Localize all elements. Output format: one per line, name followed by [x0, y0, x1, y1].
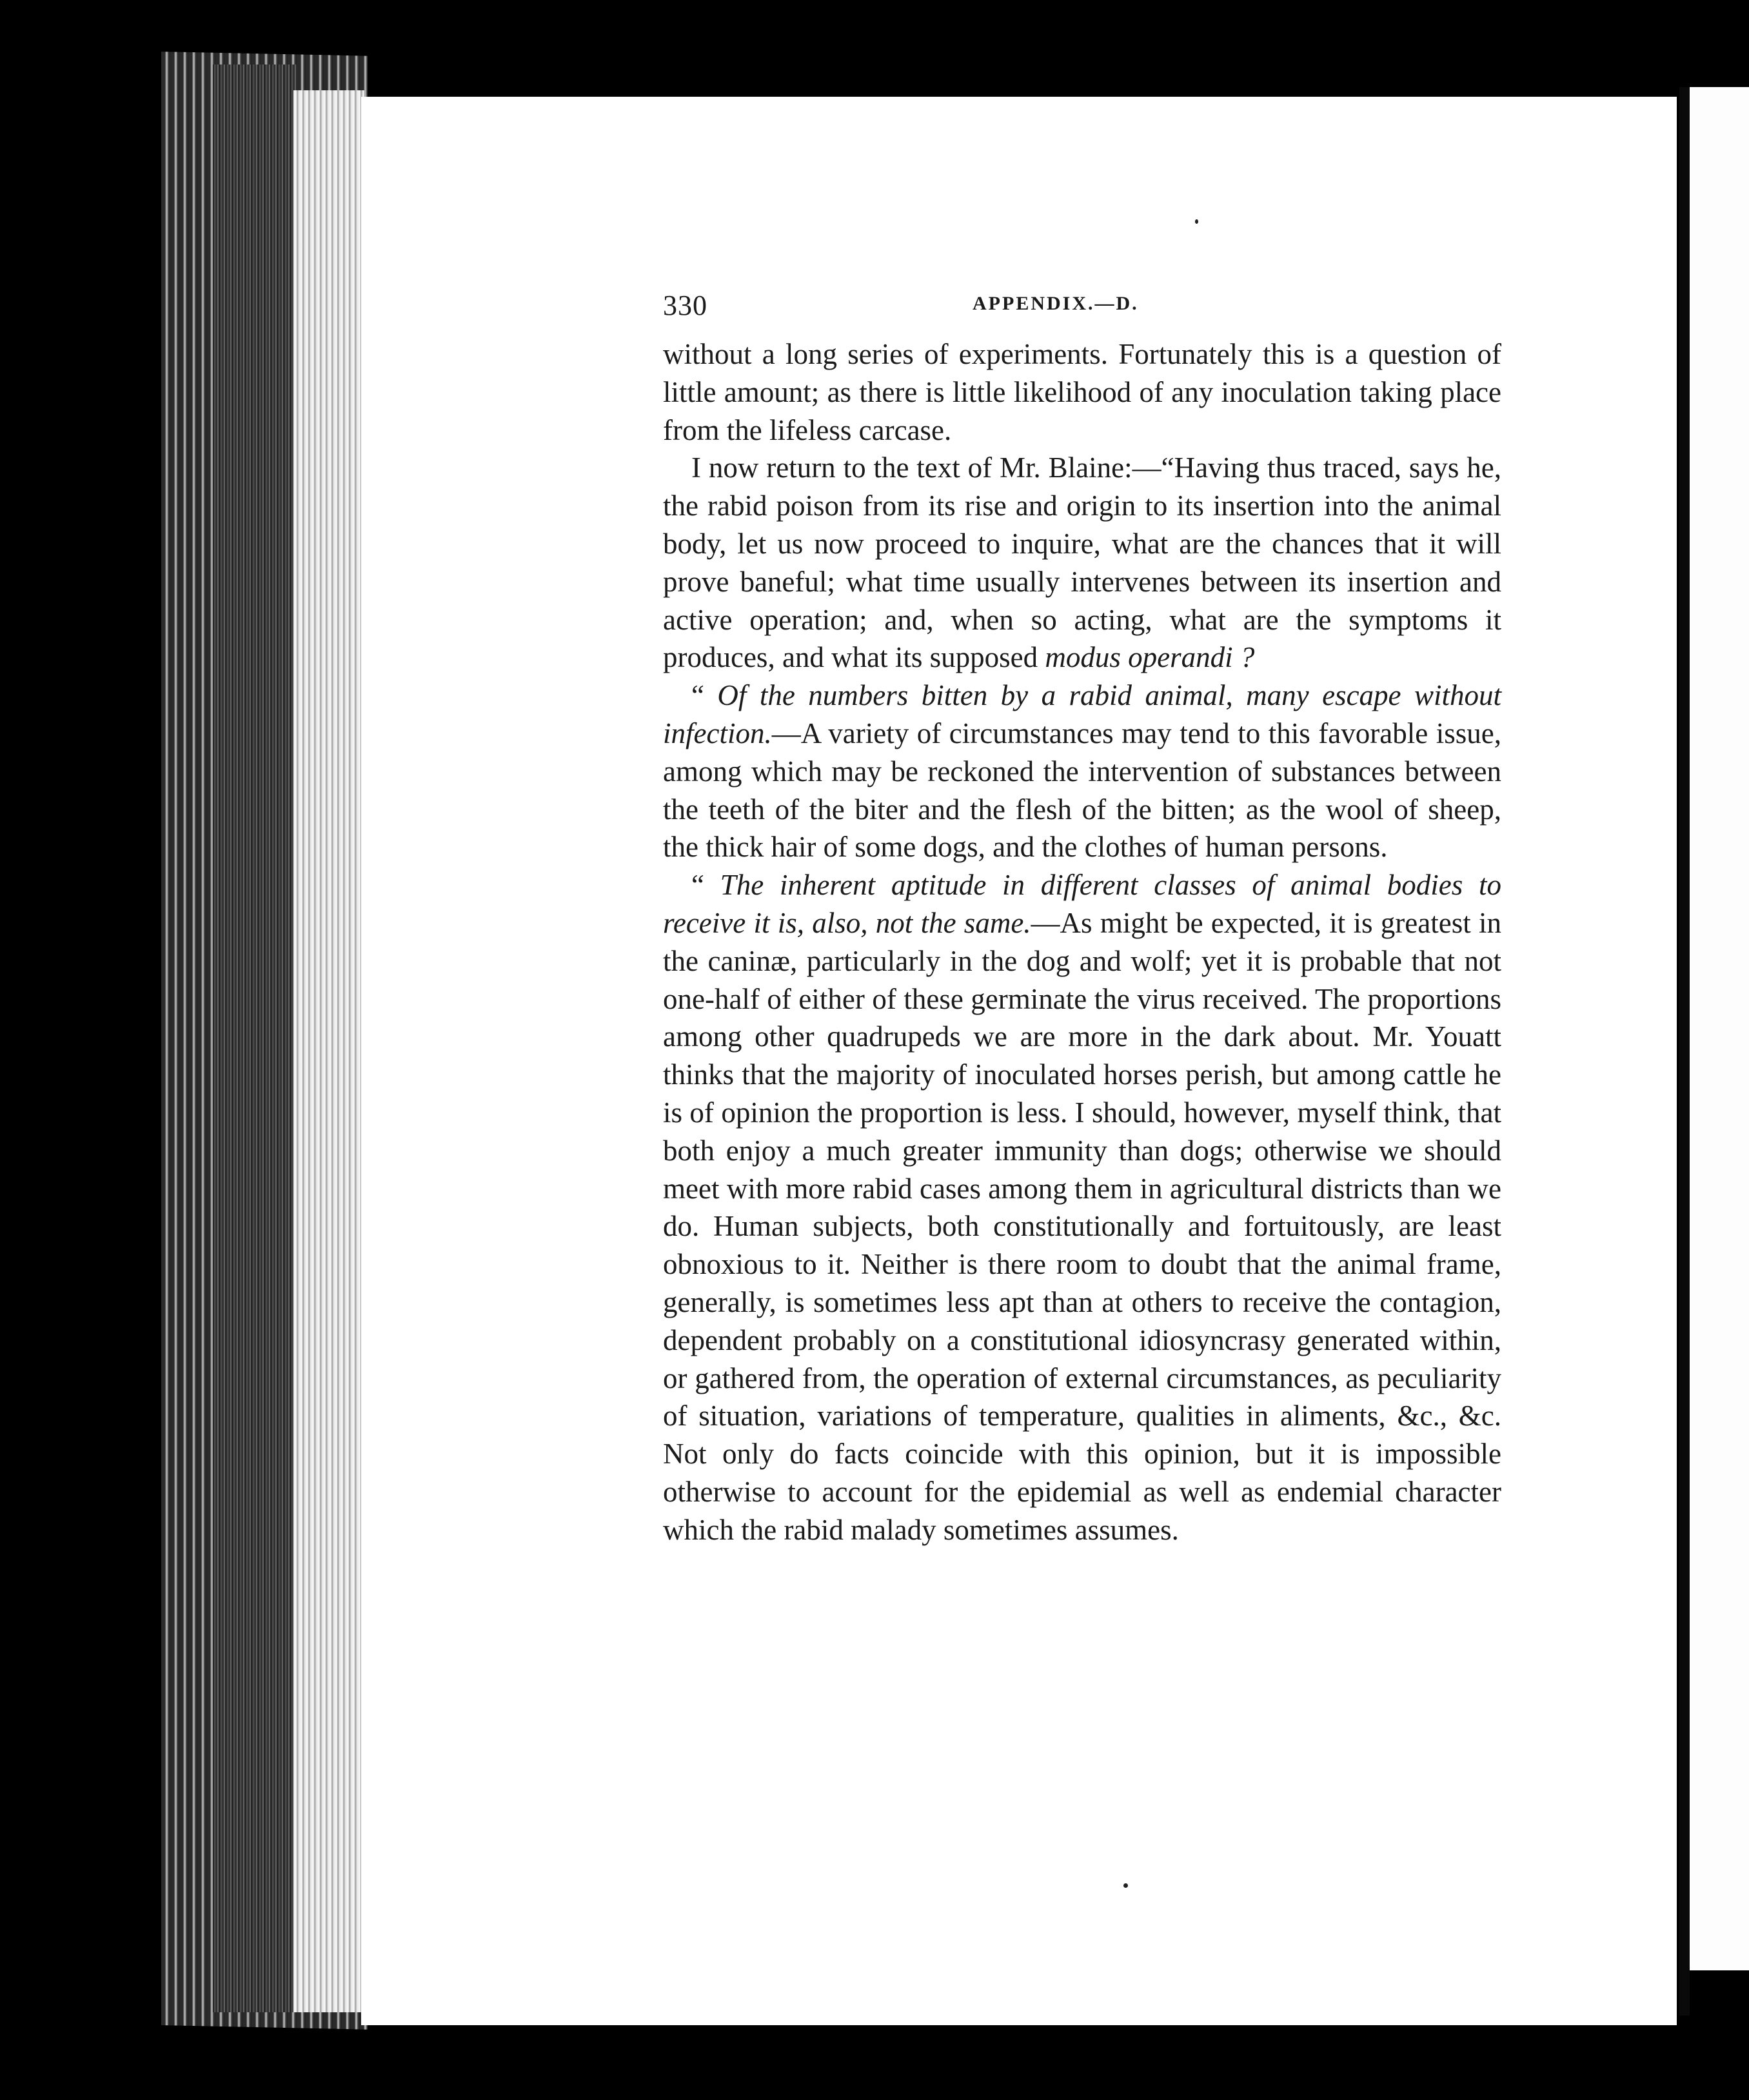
italic-segment: Of the numbers bitten by a rabid animal, many escape without infection. [663, 679, 1501, 749]
facing-page-edge [1690, 87, 1749, 1970]
text-block [663, 289, 1501, 1549]
paragraph-2 [663, 449, 1501, 677]
ink-speck [1195, 219, 1198, 224]
text-segment: “ [691, 679, 718, 712]
running-head [663, 289, 1501, 328]
italic-segment: The inherent aptitude in different classes of animal bodies to receive it is, also, not the same. [663, 869, 1501, 939]
paragraph-3 [663, 677, 1501, 866]
text-segment: —A variety of circumstances may tend to this favorable issue, among which may be reckoned the intervention of substances between the teeth of the biter and the flesh of the bitten; as the wool of sheep, the thick hair of some dogs, and the clothes of human persons. [663, 717, 1501, 864]
text-segment: I now return to the text of Mr. Blaine:—“Having thus traced, says he, the rabid poison from its rise and origin to its insertion into the animal body, let us now proceed to inquire, what are the chances that it will prove baneful; what time usually intervenes between its insertion and active operation; and, when so acting, what are the symptoms it produces, and what its supposed [663, 451, 1501, 674]
page-edges-dark [213, 64, 297, 2012]
paragraph-4 [663, 866, 1501, 1549]
running-title: APPENDIX.—D. [973, 293, 1139, 314]
text-segment: —As might be expected, it is greatest in the caninæ, particularly in the dog and wolf; yet it is probable that not one-half of either of these germinate the virus received. The proportions among other quadrupeds we are more in the dark about. Mr. Youatt thinks that the majority of inoculated horses perish, but among cattle he is of opinion the proportion is less. I should, however, myself think, that both enjoy a much greater immunity than dogs; otherwise we should meet with more rabid cases among them in agricultural districts than we do. Human subjects, both constitutionally and fortuitously, are least obnoxious to it. Neither is there room to doubt that the animal frame, generally, is sometimes less apt than at others to receive the contagion, dependent probably on a constitutional idiosyncrasy generated within, or gathered from, the operation of external circumstances, as peculiarity of situation, variations of temperature, qualities in aliments, &c., &c. Not only do facts coincide with this opinion, but it is impossible otherwise to account for the epidemial as well as endemial character which the rabid malady sometimes assumes. [663, 906, 1501, 1546]
text-segment: without a long series of experiments. Fortunately this is a question of little amount; as there is little likelihood of any inoculation taking place from the lifeless carcase. [663, 338, 1501, 446]
paragraph-1 [663, 335, 1501, 449]
body-text [663, 335, 1501, 1549]
page-number: 330 [663, 290, 707, 321]
italic-segment: modus operandi ? [1045, 641, 1255, 674]
ink-speck [1123, 1883, 1128, 1888]
page-edges-light [293, 90, 364, 2012]
text-segment: “ [691, 869, 720, 902]
gutter-shadow [1679, 87, 1690, 2016]
